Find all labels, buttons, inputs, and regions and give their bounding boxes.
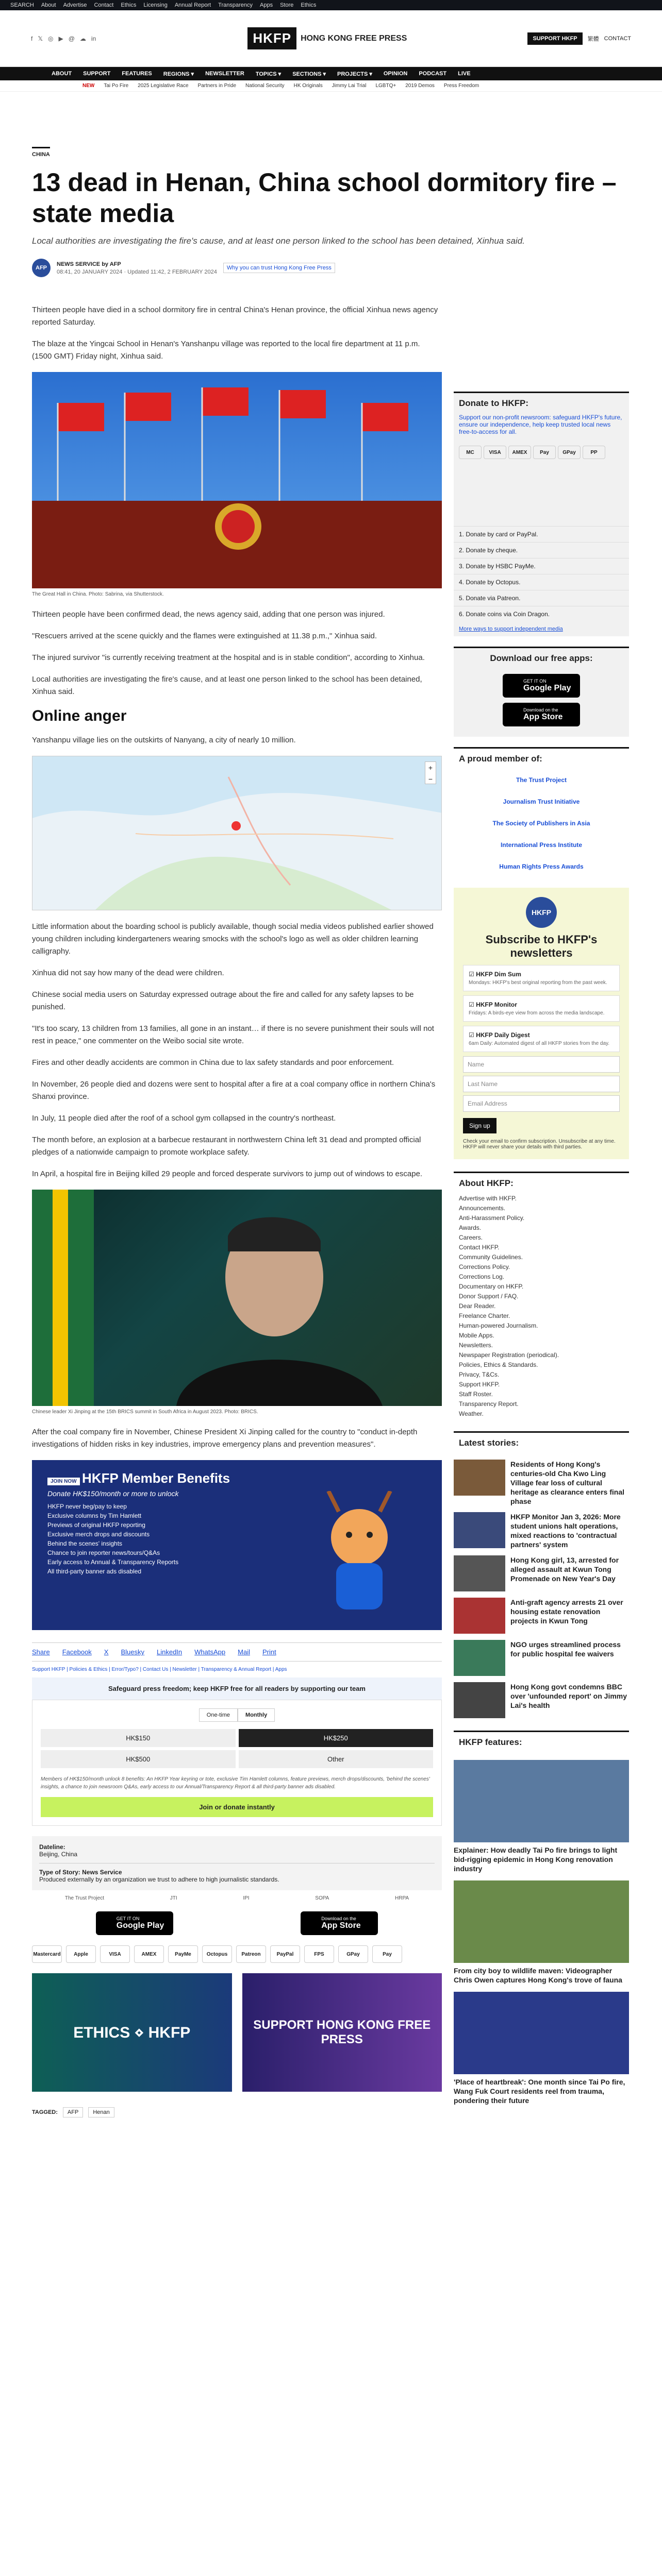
benefit-item: Exclusive columns by Tim Hamlett: [47, 1512, 142, 1519]
donate-note: Members of HK$150/month unlock 8 benefits: An HKFP Year keyring or tote, exclusive Tim Hamlett columns, feature previews, merch drops/discounts, 'behind the scenes' insights, a chance to join newsroom Q&As, early access to our Annual/Transparency Report & all third-party banner ads disabled.: [41, 1776, 430, 1790]
author-name[interactable]: NEWS SERVICE by AFP: [57, 261, 121, 267]
x-icon[interactable]: 𝕏: [38, 35, 43, 42]
amount-option[interactable]: HK$500: [41, 1750, 236, 1768]
member-box: [454, 747, 629, 877]
paragraph: Xinhua did not say how many of the dead were children.: [32, 969, 224, 977]
about-link[interactable]: Community Guidelines.: [459, 1253, 523, 1261]
nav-item[interactable]: SECTIONS ▾: [292, 71, 326, 77]
tag[interactable]: AFP: [63, 2107, 83, 2117]
share-link[interactable]: WhatsApp: [194, 1648, 226, 1656]
signup-button[interactable]: Sign up: [463, 1118, 496, 1133]
payment-method-icon: Mastercard: [32, 1945, 62, 1963]
latest-story[interactable]: [454, 1598, 629, 1634]
paragraph: Thirteen people have died in a school dormitory fire in central China's Henan province, the official Xinhua news agency reported Saturday.: [32, 306, 438, 327]
story-thumbnail: [454, 1598, 505, 1634]
ethics-banner[interactable]: ETHICS ⋄ HKFP: [32, 1973, 232, 2092]
benefits-title: HKFP Member Benefits: [82, 1470, 230, 1486]
about-link[interactable]: Careers.: [459, 1234, 483, 1241]
topbar-link[interactable]: SEARCH: [10, 2, 34, 8]
newsletter-option[interactable]: [463, 995, 620, 1022]
member-logo[interactable]: International Press Institute: [500, 841, 583, 849]
paragraph: In July, 11 people died after the roof of a school gym collapsed in the country's northeast.: [32, 1114, 336, 1123]
section-heading: Online anger: [32, 707, 127, 724]
donate-sidebox: [454, 392, 629, 636]
about-link[interactable]: Newsletters.: [459, 1342, 493, 1349]
payment-method-icon: PayMe: [168, 1945, 198, 1963]
threads-icon[interactable]: @: [68, 35, 75, 42]
partner-logo[interactable]: IPI: [243, 1895, 250, 1901]
story-thumbnail: [454, 1460, 505, 1496]
paragraph: After the coal company fire in November, Chinese President Xi Jinping called for the country to "conduct in-depth investigations of hidden risks in key industries, improve emergency plans and prevention measures".: [32, 1428, 418, 1449]
payment-method-icon: FPS: [304, 1945, 334, 1963]
support-banner[interactable]: SUPPORT HONG KONG FREE PRESS: [242, 1973, 442, 2092]
story-title[interactable]: Hong Kong govt condemns BBC over 'unfounded report' on Jimmy Lai's health: [510, 1683, 627, 1709]
great-hall-photo: [32, 372, 442, 588]
latest-story[interactable]: [454, 1460, 629, 1506]
checkbox-icon[interactable]: ☑: [469, 1031, 476, 1039]
topbar-link[interactable]: Transparency: [218, 2, 253, 8]
benefit-item: Behind the scenes' insights: [47, 1540, 123, 1547]
newsletter-name: HKFP Monitor: [476, 1001, 517, 1008]
about-link[interactable]: Newspaper Registration (periodical).: [459, 1351, 559, 1359]
feature-title[interactable]: 'Place of heartbreak': One month since Tai Po fire, Wang Fuk Court residents reel from trauma, pondering their future: [454, 2078, 625, 2105]
features-box: [454, 1731, 629, 2105]
story-thumbnail: [454, 1640, 505, 1676]
nav-item[interactable]: REGIONS ▾: [163, 71, 194, 77]
about-link[interactable]: Corrections Log.: [459, 1273, 505, 1280]
newsletter-name: HKFP Dim Sum: [476, 971, 521, 978]
site-header: [0, 10, 662, 67]
member-logo[interactable]: The Trust Project: [516, 776, 567, 784]
latest-story[interactable]: [454, 1555, 629, 1591]
logo-mark: HKFP: [247, 27, 296, 49]
payment-icons: [32, 1945, 442, 1963]
tags-label: TAGGED:: [32, 2109, 58, 2115]
about-link[interactable]: Dear Reader.: [459, 1302, 496, 1310]
story-title[interactable]: Hong Kong girl, 13, arrested for alleged assault at Kwun Tong Promenade on New Year's Day: [510, 1556, 619, 1583]
member-benefits-box[interactable]: [32, 1460, 442, 1630]
feature-image: [454, 1880, 629, 1963]
contact-link[interactable]: CONTACT: [604, 35, 631, 42]
newsletter-desc: Fridays: A birds-eye view from across the media landscape.: [469, 1010, 605, 1016]
paragraph: Thirteen people have been confirmed dead, the news agency said, adding that one person was injured.: [32, 610, 385, 619]
share-bar: [32, 1642, 442, 1662]
latest-title: Latest stories:: [454, 1431, 629, 1453]
about-link[interactable]: Weather.: [459, 1410, 484, 1417]
donate-method[interactable]: 1. Donate by card or PayPal.: [454, 526, 629, 542]
latest-story[interactable]: [454, 1512, 629, 1549]
trending-item[interactable]: 2025 Legislative Race: [138, 83, 189, 89]
topbar-link[interactable]: Licensing: [143, 2, 168, 8]
share-link[interactable]: Share: [32, 1648, 50, 1656]
nav-item[interactable]: PROJECTS ▾: [337, 71, 372, 77]
amount-option[interactable]: HK$250: [239, 1729, 434, 1747]
paragraph: Local authorities are investigating the fire's cause, and at least one person linked to the school has been detained, Xinhua said.: [32, 675, 422, 696]
dateline-value: Beijing, China: [39, 1851, 78, 1858]
about-link[interactable]: Privacy, T&Cs.: [459, 1371, 500, 1378]
story-thumbnail: [454, 1512, 505, 1548]
nav-item[interactable]: TOPICS ▾: [255, 71, 282, 77]
share-link[interactable]: LinkedIn: [157, 1648, 183, 1656]
nav-item[interactable]: OPINION: [383, 71, 408, 77]
story-title[interactable]: NGO urges streamlined process for public hospital fee waivers: [510, 1640, 621, 1658]
newsletter-box: [454, 888, 629, 1159]
trending-item[interactable]: 2019 Demos: [405, 83, 435, 89]
nav-item[interactable]: PODCAST: [419, 71, 447, 77]
nav-item[interactable]: SUPPORT: [83, 71, 111, 77]
story-title[interactable]: Residents of Hong Kong's centuries-old Cha Kwo Ling Village fear loss of cultural heritage as clearance enters final phase: [510, 1460, 624, 1505]
bluesky-icon[interactable]: ☁: [79, 35, 86, 42]
facebook-icon[interactable]: f: [31, 35, 33, 42]
trending-item[interactable]: Partners in Pride: [197, 83, 237, 89]
zoom-control[interactable]: + −: [425, 761, 436, 784]
about-link[interactable]: Staff Roster.: [459, 1391, 493, 1398]
topbar-link[interactable]: Apps: [260, 2, 273, 8]
latest-box: [454, 1431, 629, 1718]
author-avatar: AFP: [32, 259, 51, 277]
about-title: About HKFP:: [454, 1172, 629, 1194]
payment-method-icon: Octopus: [202, 1945, 232, 1963]
trending-item[interactable]: Press Freedom: [443, 83, 479, 89]
about-link[interactable]: Policies, Ethics & Standards.: [459, 1361, 538, 1368]
features-title: HKFP features:: [454, 1731, 629, 1753]
trending-item[interactable]: LGBTQ+: [375, 83, 396, 89]
latest-story[interactable]: [454, 1682, 629, 1718]
about-link[interactable]: Contact HKFP.: [459, 1244, 500, 1251]
share-link[interactable]: Mail: [238, 1648, 250, 1656]
about-link[interactable]: Announcements.: [459, 1205, 506, 1212]
embedded-map[interactable]: [32, 756, 442, 910]
trending-item[interactable]: HK Originals: [293, 83, 323, 89]
byline: [32, 259, 630, 277]
photo-caption: Chinese leader Xi Jinping at the 15th BRICS summit in South Africa in August 2023. Photo: BRICS.: [32, 1409, 258, 1415]
partner-logo[interactable]: SOPA: [315, 1895, 329, 1901]
more-ways-link[interactable]: More ways to support independent media: [459, 626, 563, 632]
linkedin-icon[interactable]: in: [91, 35, 96, 42]
xi-jinping-photo: [32, 1190, 442, 1406]
top-strip: [0, 0, 662, 10]
paragraph: In November, 26 people died and dozens were sent to hospital after a fire at a coal company office in northern China's Shanxi province.: [32, 1080, 436, 1101]
payment-method-icon: VISA: [100, 1945, 130, 1963]
feature-story[interactable]: [454, 1760, 629, 1873]
site-logo[interactable]: [247, 27, 407, 49]
footer-links-row[interactable]: Support HKFP | Policies & Ethics | Error/Typo? | Contact Us | Newsletter | Transparency & Annual Report | Apps: [32, 1667, 287, 1672]
apps-title: Download our free apps:: [454, 647, 629, 669]
payment-method-icon: GPay: [338, 1945, 368, 1963]
photo-caption: The Great Hall in China. Photo: Sabrina, via Shutterstock.: [32, 591, 164, 597]
nav-item[interactable]: NEWSLETTER: [205, 71, 244, 77]
topbar-link[interactable]: Ethics: [301, 2, 317, 8]
paragraph: The blaze at the Yingcai School in Henan's Yanshanpu village was reported to the local fire department at 11 p.m. (1500 GMT) Friday night, Xinhua said.: [32, 340, 420, 361]
paragraph: "Rescuers arrived at the scene quickly and the flames were extinguished at 11.38 p.m.," Xinhua said.: [32, 632, 377, 640]
donate-method[interactable]: 6. Donate coins via Coin Dragon.: [454, 606, 629, 622]
story-type-label: Type of Story: News Service: [39, 1869, 122, 1876]
dateline-label: Dateline:: [39, 1843, 65, 1851]
newsletter-note: Check your email to confirm subscription. Unsubscribe at any time. HKFP will never share your details with third parties.: [463, 1139, 616, 1150]
benefit-item: HKFP never beg/pay to keep: [47, 1503, 127, 1510]
join-now-badge[interactable]: JOIN NOW: [47, 1478, 80, 1485]
payment-method-icon: PayPal: [270, 1945, 300, 1963]
benefits-subtitle: Donate HK$150/month or more to unlock: [47, 1489, 179, 1498]
share-link[interactable]: Print: [262, 1648, 276, 1656]
topbar-link[interactable]: Store: [280, 2, 294, 8]
paragraph: Chinese social media users on Saturday expressed outrage about the fire and called for any safety lapses to be punished.: [32, 990, 414, 1011]
story-title[interactable]: HKFP Monitor Jan 3, 2026: More student unions halt operations, mixed reactions to 'contractual partners' system: [510, 1513, 621, 1549]
benefit-item: Exclusive merch drops and discounts: [47, 1531, 150, 1538]
about-link[interactable]: Donor Support / FAQ.: [459, 1293, 519, 1300]
paragraph: "It's too scary, 13 children from 13 families, all gone in an instant… if there is no severe punishment their souls will not rest in peace," one commenter on the Weibo social site wrote.: [32, 1024, 434, 1045]
checkbox-icon[interactable]: ☑: [469, 971, 476, 978]
email-input[interactable]: Email Address: [463, 1095, 620, 1112]
meta-box: [32, 1836, 442, 1890]
about-link[interactable]: Mobile Apps.: [459, 1332, 494, 1339]
about-link[interactable]: Documentary on HKFP.: [459, 1283, 524, 1290]
instagram-icon[interactable]: ◎: [48, 35, 54, 42]
topbar-link[interactable]: About: [41, 2, 56, 8]
story-type-value: Produced externally by an organization we trust to adhere to high journalistic standards.: [39, 1876, 279, 1883]
visa-icon: VISA: [484, 446, 506, 459]
nav-item[interactable]: FEATURES: [122, 71, 152, 77]
app-store-button[interactable]: Download on the App Store: [301, 1911, 378, 1935]
donate-text[interactable]: Support our non-profit newsroom: safeguard HKFP's future, ensure our independence, help keep trusted local news free-to-access for all.: [459, 414, 622, 435]
trending-item[interactable]: National Security: [245, 83, 285, 89]
member-title: A proud member of:: [454, 747, 629, 769]
deer-mascot-icon: [308, 1491, 411, 1615]
nav-item[interactable]: LIVE: [458, 71, 471, 77]
benefit-item: All third-party banner ads disabled: [47, 1568, 142, 1575]
share-link[interactable]: Facebook: [62, 1648, 92, 1656]
one-time-tab[interactable]: One-time: [199, 1708, 238, 1722]
apps-box: [454, 647, 629, 737]
paragraph: Yanshanpu village lies on the outskirts of Nanyang, a city of nearly 10 million.: [32, 736, 296, 744]
google-play-button[interactable]: GET IT ON Google Play: [503, 674, 580, 698]
about-link[interactable]: Support HKFP.: [459, 1381, 500, 1388]
paragraph: The injured survivor "is currently receiving treatment at the hospital and is in stable condition", according to Xinhua.: [32, 653, 425, 662]
latest-story[interactable]: [454, 1640, 629, 1676]
about-link[interactable]: Corrections Policy.: [459, 1263, 510, 1270]
paragraph: Fires and other deadly accidents are common in China due to lax safety standards and poor enforcement.: [32, 1058, 394, 1067]
monthly-tab[interactable]: Monthly: [238, 1708, 275, 1722]
newsletter-option[interactable]: [463, 965, 620, 991]
partner-logo[interactable]: HRPA: [395, 1895, 409, 1901]
nav-item[interactable]: ABOUT: [52, 71, 72, 77]
hkfp-badge: HKFP: [526, 897, 557, 928]
payment-method-icon: Patreon: [236, 1945, 266, 1963]
feature-story[interactable]: [454, 1880, 629, 1985]
article-date: 08:41, 20 JANUARY 2024 · Updated 11:42, 2 FEBRUARY 2024: [57, 268, 217, 275]
first-name-input[interactable]: Name: [463, 1056, 620, 1073]
trending-item[interactable]: Tai Po Fire: [104, 83, 129, 89]
article-category[interactable]: CHINA: [32, 147, 50, 158]
benefit-item: Previews of original HKFP reporting: [47, 1521, 145, 1529]
about-link[interactable]: Transparency Report.: [459, 1400, 519, 1408]
trending-new-label: NEW: [82, 83, 95, 89]
story-thumbnail: [454, 1682, 505, 1718]
topbar-link[interactable]: Advertise: [63, 2, 87, 8]
about-link[interactable]: Freelance Charter.: [459, 1312, 510, 1319]
newsletter-desc: Mondays: HKFP's best original reporting from the past week.: [469, 980, 607, 986]
about-link[interactable]: Awards.: [459, 1224, 482, 1231]
donate-method[interactable]: 2. Donate by cheque.: [454, 542, 629, 558]
donate-method[interactable]: 3. Donate by HSBC PayMe.: [454, 558, 629, 574]
tag[interactable]: Henan: [88, 2107, 114, 2117]
topbar-link[interactable]: Ethics: [121, 2, 137, 8]
donate-cta-button[interactable]: Join or donate instantly: [41, 1797, 433, 1817]
topbar-link[interactable]: Contact: [94, 2, 114, 8]
last-name-input[interactable]: Last Name: [463, 1076, 620, 1092]
payment-method-icon: Apple: [66, 1945, 96, 1963]
share-link[interactable]: Bluesky: [121, 1648, 144, 1656]
donate-title: Donate to HKFP:: [454, 392, 629, 414]
youtube-icon[interactable]: ▶: [58, 35, 63, 42]
benefit-item: Early access to Annual & Transparency Reports: [47, 1558, 179, 1566]
share-link[interactable]: X: [104, 1648, 109, 1656]
main-nav: [0, 67, 662, 80]
paragraph: The month before, an explosion at a barbecue restaurant in northwestern China left 31 dead and prompted official pledges of a nationwide campaign to promote workplace safety.: [32, 1136, 421, 1157]
trending-bar: [0, 80, 662, 92]
amex-icon: AMEX: [508, 446, 531, 459]
article-subtitle: Local authorities are investigating the fire's cause, and at least one person linked to the school has been detained, Xinhua said.: [32, 236, 525, 246]
donate-method[interactable]: 5. Donate via Patreon.: [454, 590, 629, 606]
story-title[interactable]: Anti-graft agency arrests 21 over housing estate renovation projects in Kwun Tong: [510, 1598, 623, 1625]
social-icons: [31, 35, 96, 42]
amount-option[interactable]: HK$150: [41, 1729, 236, 1747]
article-title: 13 dead in Henan, China school dormitory fire – state media: [32, 168, 617, 228]
google-play-button[interactable]: GET IT ON Google Play: [96, 1911, 173, 1935]
gpay-icon: GPay: [558, 446, 581, 459]
feature-title[interactable]: Explainer: How deadly Tai Po fire brings to light bid-rigging epidemic in Hong Kong renovation industry: [454, 1846, 618, 1873]
language-link[interactable]: 繁體: [587, 36, 599, 42]
tags: [32, 2107, 442, 2117]
member-logo[interactable]: Journalism Trust Initiative: [503, 798, 580, 805]
donate-method[interactable]: 4. Donate by Octopus.: [454, 574, 629, 590]
newsletter-title: Subscribe to HKFP's newsletters: [485, 933, 598, 959]
feature-image: [454, 1760, 629, 1842]
trust-link[interactable]: Why you can trust Hong Kong Free Press: [223, 263, 335, 273]
about-link[interactable]: Human-powered Journalism.: [459, 1322, 538, 1329]
partner-logo[interactable]: The Trust Project: [64, 1895, 104, 1901]
paragraph: In April, a hospital fire in Beijing killed 29 people and forced desperate survivors to jump out of windows to escape.: [32, 1170, 423, 1178]
about-box: [454, 1172, 629, 1419]
payment-logos: [454, 440, 629, 464]
newsletter-option[interactable]: [463, 1026, 620, 1052]
member-logo[interactable]: Human Rights Press Awards: [499, 863, 584, 870]
feature-title[interactable]: From city boy to wildlife maven: Videographer Chris Owen captures Hong Kong's trove of fauna: [454, 1967, 622, 1984]
paragraph: Little information about the boarding school is publicly available, though social media videos published earlier showed young children including kindergarteners wearing smocks with the school's logo as well as older children learning calligraphy.: [32, 922, 434, 956]
about-link[interactable]: Advertise with HKFP.: [459, 1195, 517, 1202]
mastercard-icon: MC: [459, 446, 482, 459]
donate-widget: [32, 1700, 442, 1826]
partner-logo[interactable]: JTI: [170, 1895, 177, 1901]
story-thumbnail: [454, 1555, 505, 1591]
feature-story[interactable]: [454, 1992, 629, 2105]
payment-method-icon: AMEX: [134, 1945, 164, 1963]
member-logo[interactable]: The Society of Publishers in Asia: [492, 820, 590, 827]
applepay-icon: Pay: [533, 446, 556, 459]
support-button[interactable]: SUPPORT HKFP: [527, 32, 582, 45]
paypal-icon: PP: [583, 446, 605, 459]
topbar-link[interactable]: Annual Report: [174, 2, 211, 8]
newsletter-name: HKFP Daily Digest: [476, 1031, 530, 1039]
trending-item[interactable]: Jimmy Lai Trial: [332, 83, 367, 89]
checkbox-icon[interactable]: ☑: [469, 1001, 476, 1008]
app-store-button[interactable]: Download on the App Store: [503, 703, 580, 726]
feature-image: [454, 1992, 629, 2074]
partner-logos: [32, 1890, 442, 1906]
logo-text: HONG KONG FREE PRESS: [301, 33, 407, 43]
benefit-item: Chance to join reporter news/tours/Q&As: [47, 1549, 160, 1556]
amount-option[interactable]: Other: [239, 1750, 434, 1768]
newsletter-desc: 6am Daily: Automated digest of all HKFP stories from the day.: [469, 1041, 610, 1046]
safeguard-banner: Safeguard press freedom; keep HKFP free for all readers by supporting our team: [32, 1677, 442, 1700]
about-link[interactable]: Anti-Harassment Policy.: [459, 1214, 525, 1222]
payment-method-icon: Pay: [372, 1945, 402, 1963]
